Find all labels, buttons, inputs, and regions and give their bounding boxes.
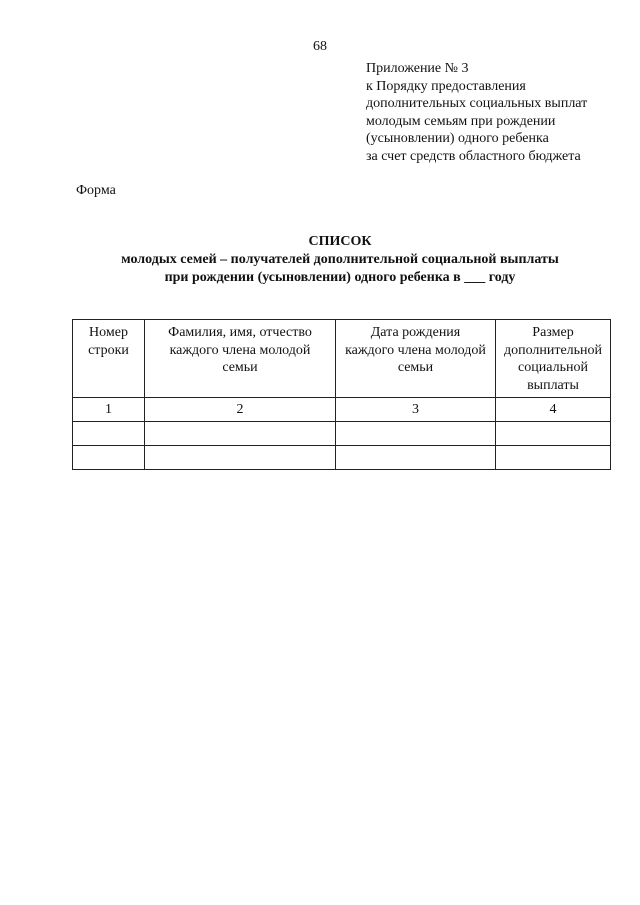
table-row (73, 422, 611, 446)
table-cell[interactable] (145, 422, 336, 446)
table-cell[interactable] (496, 422, 611, 446)
title-line: при рождении (усыновлении) одного ребенка в ___ году (164, 270, 516, 285)
column-number: 1 (73, 398, 145, 422)
table-cell[interactable] (336, 446, 496, 470)
table-cell[interactable] (73, 422, 145, 446)
header-text: строки (88, 342, 129, 358)
header-text: каждого члена молодой (169, 342, 311, 358)
header-text: Дата рождения (370, 325, 461, 340)
document-title (0, 233, 640, 287)
table-cell[interactable] (496, 446, 611, 470)
table-cell[interactable] (336, 422, 496, 446)
page-number: 68 (313, 39, 327, 54)
appendix-line: к Порядку предоставления (366, 78, 526, 94)
header-text: Размер (532, 325, 574, 340)
appendix-line: Приложение № 3 (366, 61, 469, 76)
families-table (72, 319, 611, 470)
column-number-row (73, 398, 611, 422)
header-text: Номер (89, 325, 128, 340)
column-number: 4 (496, 398, 611, 422)
header-payment-amount (496, 320, 611, 398)
header-full-name (145, 320, 336, 398)
form-label: Форма (76, 183, 116, 198)
table-cell[interactable] (73, 446, 145, 470)
header-text: семьи (222, 360, 258, 375)
table-header-row (73, 320, 611, 398)
title-line: молодых семей – получателей дополнительной социальной выплаты (121, 252, 559, 267)
appendix-line: за счет средств областного бюджета (366, 148, 581, 164)
title-line: СПИСОК (308, 234, 372, 249)
appendix-line: дополнительных социальных выплат (366, 96, 588, 111)
appendix-block (366, 60, 636, 165)
table-cell[interactable] (145, 446, 336, 470)
header-text: каждого члена молодой (345, 342, 486, 358)
header-text: Фамилия, имя, отчество (168, 325, 312, 340)
header-birth-date (336, 320, 496, 398)
header-text: выплаты (527, 377, 579, 393)
column-number: 3 (336, 398, 496, 422)
appendix-line: (усыновлении) одного ребенка (366, 131, 549, 146)
column-number: 2 (145, 398, 336, 422)
appendix-line: молодым семьям при рождении (366, 113, 556, 129)
header-text: семьи (397, 360, 434, 375)
header-row-number (73, 320, 145, 398)
header-text: социальной (518, 360, 588, 375)
header-text: дополнительной (503, 342, 603, 358)
table-row (73, 446, 611, 470)
